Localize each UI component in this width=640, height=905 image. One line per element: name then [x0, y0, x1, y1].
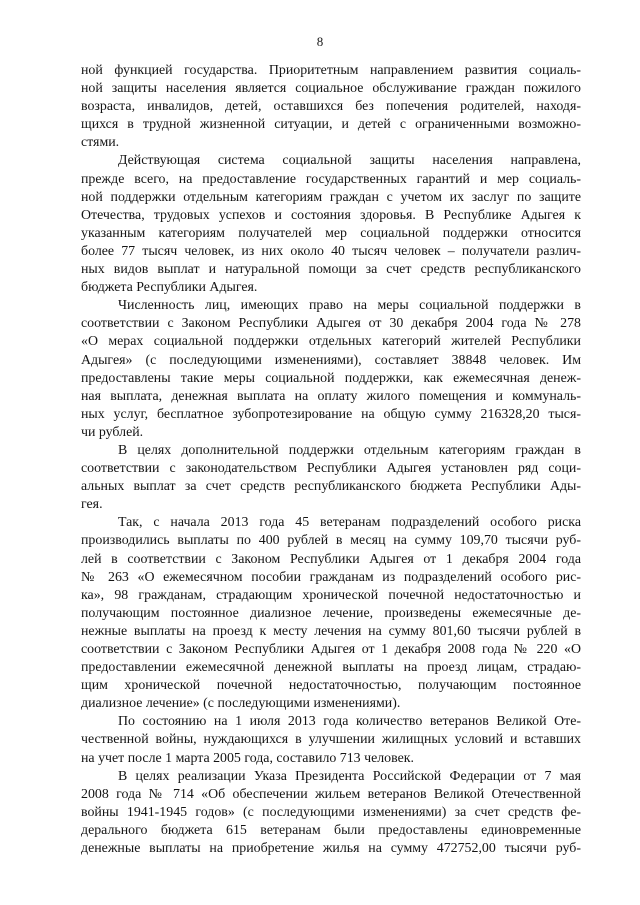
text-line: «О мерах социальной поддержки отдельных категорий жителей Республики [81, 334, 581, 350]
text-line: Отечества, трудовых успехов и состояния здоровья. В Республике Адыгея к [81, 207, 581, 223]
text-line: соответствии с Законом Республики Адыгея от 1 декабря 2008 года № 220 «О [81, 642, 581, 657]
text-line: лей в соответствии с Законом Республики Адыгея от 1 декабря 2004 года [81, 551, 581, 567]
text-line: возраста, инвалидов, детей, оставшихся без попечения родителей, находя- [81, 99, 581, 115]
text-line: гея. [81, 497, 103, 513]
text-line: альных выплат за счет средств республиканского бюджета Республики Ады- [81, 479, 581, 495]
page-number: 8 [316, 34, 324, 49]
text-line: производились выплаты по 400 рублей в месяц на сумму 109,70 тысячи руб- [81, 533, 581, 549]
text-line: получающим постоянное диализное лечение, произведены ежемесячные де- [81, 605, 581, 621]
text-line: прежде всего, на предоставление государственных гарантий и мер социаль- [81, 171, 581, 187]
text-line: предоставлении ежемесячной денежной выплаты на проезд лицам, страдаю- [81, 660, 581, 676]
text-line: более 77 тысяч человек, из них около 40 тысяч человек – получатели различ- [81, 243, 581, 259]
document-body [81, 62, 581, 858]
text-line: войны 1941-1945 годов» (с последующими изменениями) за счет средств фе- [81, 804, 581, 820]
paragraph [81, 768, 581, 858]
text-line: чественной войны, нуждающихся в улучшении жилищных условий и вставших [81, 732, 581, 748]
text-line: ных видов выплат и натуральной помощи за счет средств республиканского [81, 262, 581, 278]
text-line: бюджета Республики Адыгея. [81, 280, 258, 296]
text-line: Адыгея» (с последующими изменениями), составляет 38848 человек. Им [81, 352, 581, 368]
text-line: соответствии с Законом Республики Адыгея от 30 декабря 2004 года № 278 [81, 316, 581, 332]
text-line: № 263 «О ежемесячном пособии гражданам из подразделений особого рис- [81, 569, 581, 585]
text-line: По состоянию на 1 июля 2013 года количество ветеранов Великой Оте- [118, 714, 581, 730]
text-line: указанным категориям получателей мер социальной поддержки относится [81, 225, 581, 241]
text-line: Так, с начала 2013 года 45 ветеранам подразделений особого риска [118, 515, 581, 531]
paragraph [81, 713, 581, 767]
text-line: соответствии с законодательством Республики Адыгея установлен ряд соци- [81, 461, 581, 477]
text-line: чи рублей. [81, 424, 144, 440]
text-line: Численность лиц, имеющих право на меры социальной поддержки в [118, 298, 581, 314]
text-line: денежные выплаты на приобретение жилья на сумму 472752,00 тысячи руб- [81, 841, 581, 857]
text-line: щим хронической почечной недостаточностью, получающим постоянное [81, 678, 581, 694]
paragraph [81, 442, 581, 514]
text-line: дерального бюджета 615 ветеранам были предоставлены единовременные [81, 822, 581, 838]
text-line: щихся в трудной жизненной ситуации, и детей с ограниченными возможно- [81, 117, 581, 133]
text-line: ка», 98 гражданам, страдающим хронической почечной недостаточностью и [81, 587, 581, 603]
text-line: ной поддержки отдельным категориям граждан с учетом их заслуг по защите [81, 189, 581, 205]
text-line: В целях реализации Указа Президента Российской Федерации от 7 мая [118, 768, 581, 784]
text-line: ной функцией государства. Приоритетным направлением развития социаль- [81, 63, 581, 78]
text-line: стями. [81, 135, 120, 151]
text-line: предоставлены такие меры социальной поддержки, как ежемесячная денеж- [81, 370, 581, 386]
text-line: В целях дополнительной поддержки отдельным категориям граждан в [118, 442, 581, 458]
text-line: ных услуг, бесплатное зубопротезирование на общую сумму 216328,20 тыся- [81, 406, 581, 422]
text-line: на учет после 1 марта 2005 года, составило 713 человек. [81, 750, 414, 766]
text-line: ной защиты населения является социальное обслуживание граждан пожилого [81, 81, 581, 97]
paragraph [81, 62, 581, 152]
paragraph [81, 152, 581, 297]
text-line: ная выплата, денежная выплата на оплату жилого помещения и коммуналь- [81, 388, 581, 404]
text-line: Действующая система социальной защиты населения направлена, [118, 153, 581, 169]
text-line: диализное лечение» (с последующими изменениями). [81, 696, 401, 712]
text-line: 2008 года № 714 «Об обеспечении жильем ветеранов Великой Отечественной [81, 786, 581, 802]
paragraph [81, 297, 581, 442]
paragraph [81, 514, 581, 713]
text-line: нежные выплаты на проезд к месту лечения на сумму 801,60 тысячи рублей в [81, 623, 581, 639]
